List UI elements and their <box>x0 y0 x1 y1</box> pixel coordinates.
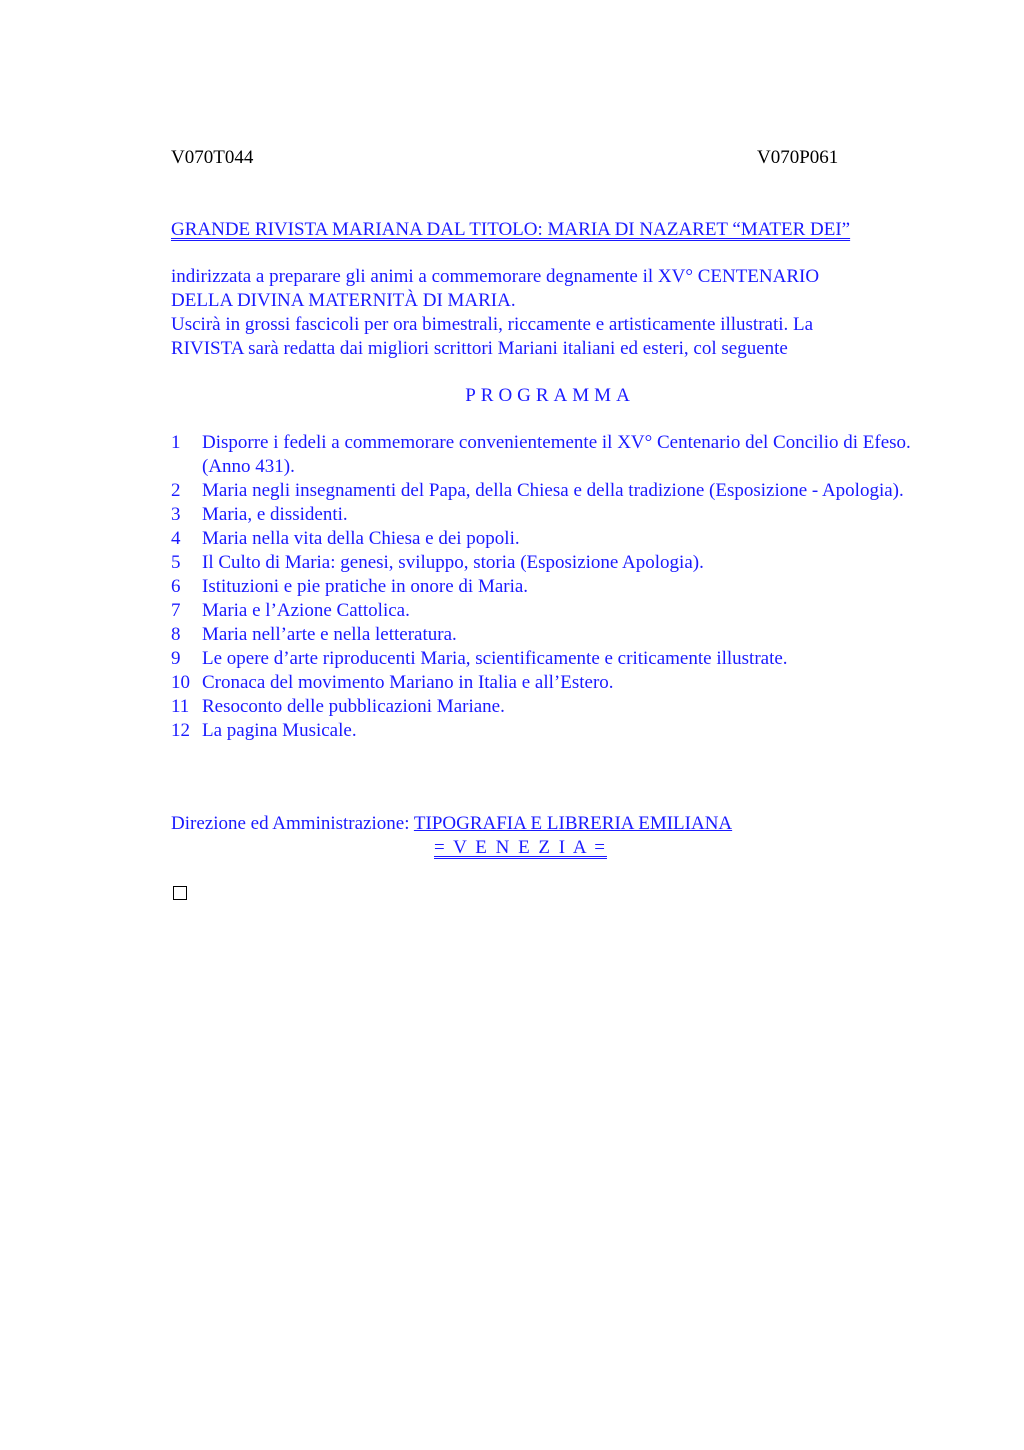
direzione-line <box>171 812 732 836</box>
programma-item <box>171 719 931 743</box>
programma-item-text: Istituzioni e pie pratiche in onore di Maria. <box>202 576 529 597</box>
publisher-city: = V E N E Z I A = <box>434 837 607 858</box>
programma-item-number: 11 <box>171 696 190 717</box>
programma-item-text: La pagina Musicale. <box>202 720 357 741</box>
programma-item <box>171 527 931 551</box>
programma-item-text: Maria, e dissidenti. <box>202 504 348 525</box>
programma-item-number: 3 <box>171 504 181 525</box>
programma-item-text: Resoconto delle pubblicazioni Mariane. <box>202 696 505 717</box>
programma-heading: PROGRAMMA <box>465 385 635 406</box>
document-title: GRANDE RIVISTA MARIANA DAL TITOLO: MARIA DI NAZARET “MATER DEI” <box>171 219 851 240</box>
programma-item <box>171 671 931 695</box>
programma-item-number: 2 <box>171 480 181 501</box>
programma-item-number: 10 <box>171 672 190 693</box>
programma-item-number: 12 <box>171 720 190 741</box>
programma-list <box>171 431 931 743</box>
programma-item <box>171 647 931 671</box>
programma-item <box>171 503 931 527</box>
programma-item-text: Maria nell’arte e nella letteratura. <box>202 624 457 645</box>
programma-item <box>171 479 931 503</box>
programma-item <box>171 575 931 599</box>
programma-item-text: Disporre i fedeli a commemorare convenientemente il XV° Centenario del Concilio di Efeso. (Anno 431). <box>202 432 911 477</box>
programma-item <box>171 623 931 647</box>
programma-item-number: 6 <box>171 576 181 597</box>
programma-item-text: Maria e l’Azione Cattolica. <box>202 600 410 621</box>
direzione-label: Direzione ed Amministrazione: <box>171 813 414 834</box>
document-code-right: V070P061 <box>757 147 839 168</box>
programma-item-number: 1 <box>171 432 181 453</box>
programma-item-number: 8 <box>171 624 181 645</box>
programma-item <box>171 695 931 719</box>
intro-line: RIVISTA sarà redatta dai migliori scrittori Mariani italiani ed esteri, col seguente <box>171 338 788 359</box>
programma-item-number: 5 <box>171 552 181 573</box>
programma-item-number: 7 <box>171 600 181 621</box>
programma-item-text: Cronaca del movimento Mariano in Italia e all’Estero. <box>202 672 614 693</box>
intro-line: indirizzata a preparare gli animi a commemorare degnamente il XV° CENTENARIO <box>171 266 820 287</box>
programma-item-text: Il Culto di Maria: genesi, sviluppo, storia (Esposizione Apologia). <box>202 552 704 573</box>
programma-item-number: 9 <box>171 648 181 669</box>
empty-checkbox-symbol <box>173 886 187 900</box>
programma-item <box>171 599 931 623</box>
programma-item <box>171 431 931 479</box>
intro-line: DELLA DIVINA MATERNITÀ DI MARIA. <box>171 290 516 311</box>
programma-item-text: Maria negli insegnamenti del Papa, della Chiesa e della tradizione (Esposizione - Apologia). <box>202 480 904 501</box>
programma-item <box>171 551 931 575</box>
publisher-name: TIPOGRAFIA E LIBRERIA EMILIANA <box>413 813 733 834</box>
programma-item-text: Le opere d’arte riproducenti Maria, scientificamente e criticamente illustrate. <box>202 648 788 669</box>
programma-item-number: 4 <box>171 528 181 549</box>
document-code-left: V070T044 <box>171 147 254 168</box>
programma-item-text: Maria nella vita della Chiesa e dei popoli. <box>202 528 520 549</box>
intro-paragraph <box>171 265 931 361</box>
intro-line: Uscirà in grossi fascicoli per ora bimestrali, riccamente e artisticamente illustrati. La <box>171 314 814 335</box>
